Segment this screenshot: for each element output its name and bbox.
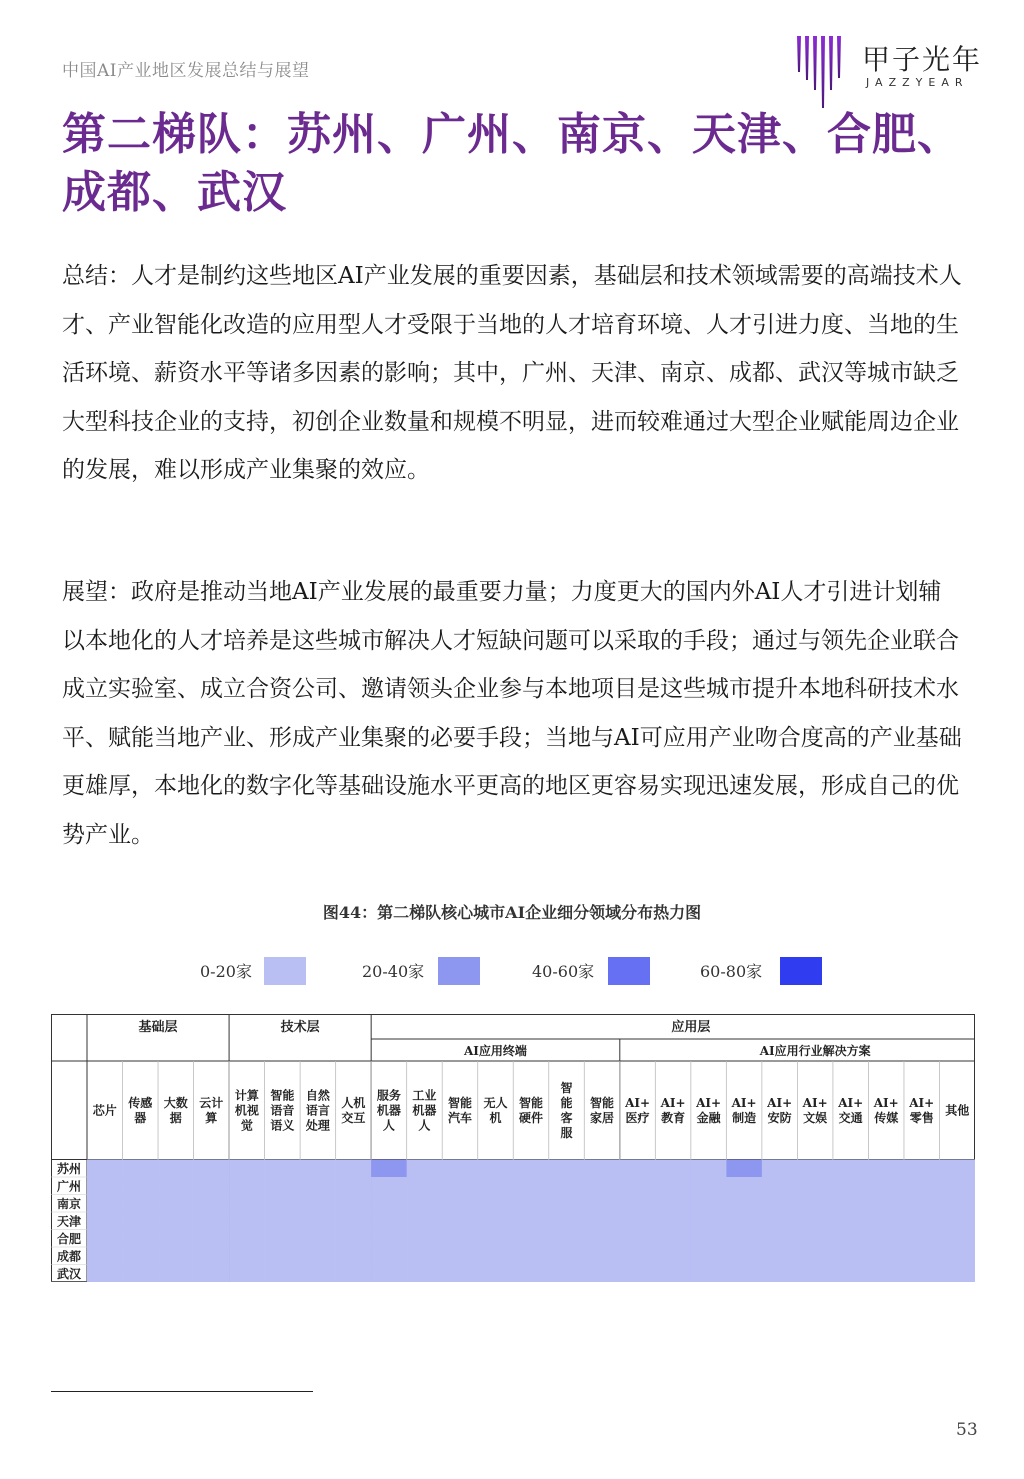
legend-label: 60-80家 — [700, 962, 763, 981]
heatmap-cell — [833, 1160, 869, 1178]
heatmap-cell — [726, 1160, 762, 1178]
column-header-label: AI+ — [873, 1095, 899, 1110]
heatmap-cell — [904, 1160, 940, 1178]
heatmap-cell — [371, 1247, 407, 1265]
heatmap-svg — [51, 1014, 975, 1282]
heatmap-cell — [868, 1230, 904, 1248]
column-header-label: 汽车 — [447, 1110, 472, 1125]
column-header-label: 其他 — [945, 1103, 970, 1118]
column-header-label: 机视 — [234, 1103, 259, 1118]
heatmap-cell — [371, 1230, 407, 1248]
heatmap-cell — [229, 1177, 265, 1195]
heatmap-cell — [655, 1212, 691, 1230]
heatmap-cell — [478, 1230, 514, 1248]
heatmap-cell — [87, 1230, 123, 1248]
heatmap-cell — [797, 1160, 833, 1178]
heatmap-cell — [478, 1212, 514, 1230]
heatmap-cell — [833, 1230, 869, 1248]
heatmap-cell — [336, 1247, 372, 1265]
logo-cn-text: 甲子光年 — [862, 43, 983, 76]
heatmap-cell — [265, 1177, 301, 1195]
column-header-label: 人 — [382, 1118, 395, 1133]
column-header-label: AI+ — [625, 1095, 651, 1110]
heatmap-cell — [584, 1195, 620, 1213]
heatmap-cell — [336, 1160, 372, 1178]
heatmap-cell — [655, 1230, 691, 1248]
heatmap-cell — [833, 1247, 869, 1265]
heatmap-cell — [691, 1160, 727, 1178]
heatmap-cell — [87, 1195, 123, 1213]
column-header-label: 机 — [489, 1110, 502, 1125]
column-header-label: 零售 — [909, 1110, 934, 1125]
heatmap-cell — [123, 1177, 159, 1195]
column-header-label: AI+ — [767, 1095, 793, 1110]
heatmap-cell — [549, 1212, 585, 1230]
heatmap-cell — [513, 1230, 549, 1248]
summary-paragraph: 总结：人才是制约这些地区AI产业发展的重要因素，基础层和技术领域需要的高端技术人才、产业智能化改造的应用型人才受限于当地的人才培育环境、人才引进力度、当地的生活环境、薪资水平等诸多因素的影响；其中，广州、天津、南京、成都、武汉等城市缺乏大型科技企业的支持，初创企业数量和规模不明显，进而较难通过大型企业赋能周边企业的发展，难以形成产业集聚的效应。 — [62, 263, 962, 483]
heatmap-cell — [691, 1265, 727, 1283]
column-header-label: 语言 — [305, 1103, 330, 1118]
heatmap-cell — [797, 1195, 833, 1213]
heatmap-cell — [158, 1195, 194, 1213]
column-header-label: AI+ — [909, 1095, 935, 1110]
heatmap-cell — [655, 1160, 691, 1178]
column-header-label: 觉 — [240, 1118, 253, 1133]
column-header-label: AI+ — [696, 1095, 722, 1110]
column-header-label: 处理 — [305, 1118, 330, 1133]
heatmap-cell — [442, 1230, 478, 1248]
heatmap-cell — [194, 1265, 230, 1283]
column-header-label: AI+ — [802, 1095, 828, 1110]
heatmap-cell — [691, 1177, 727, 1195]
column-header-label: 客 — [560, 1110, 573, 1125]
column-header-label: 语义 — [270, 1118, 295, 1133]
heatmap-cell — [549, 1247, 585, 1265]
heatmap-cell — [371, 1195, 407, 1213]
heatmap-cell — [442, 1247, 478, 1265]
heatmap-cell — [336, 1177, 372, 1195]
heatmap-cell — [797, 1230, 833, 1248]
heatmap-cell — [407, 1230, 443, 1248]
heatmap-cell — [265, 1212, 301, 1230]
heatmap-cell — [87, 1177, 123, 1195]
heatmap-cell — [123, 1212, 159, 1230]
heatmap-cell — [336, 1212, 372, 1230]
column-header-label: 无人 — [483, 1095, 508, 1110]
heatmap-cell — [762, 1195, 798, 1213]
heatmap-cell — [158, 1212, 194, 1230]
heatmap-cell — [336, 1265, 372, 1283]
page-number: 53 — [956, 1420, 978, 1440]
heatmap-cell — [762, 1212, 798, 1230]
heatmap-cell — [123, 1195, 159, 1213]
heatmap-cell — [904, 1212, 940, 1230]
heatmap-cell — [726, 1195, 762, 1213]
heatmap-cell — [726, 1247, 762, 1265]
heatmap-cell — [478, 1195, 514, 1213]
header-doc-title: 中国AI产业地区发展总结与展望 — [62, 61, 310, 81]
heatmap-cell — [655, 1177, 691, 1195]
subgroup-header: AI应用行业解决方案 — [759, 1044, 871, 1058]
heatmap-cell — [797, 1247, 833, 1265]
column-header-label: 能 — [560, 1095, 573, 1110]
heatmap-cell — [158, 1177, 194, 1195]
heatmap-cell — [194, 1230, 230, 1248]
column-header-label: 智能 — [447, 1095, 472, 1110]
heatmap-cell — [87, 1247, 123, 1265]
heatmap-cell — [442, 1160, 478, 1178]
heatmap-cell — [513, 1177, 549, 1195]
column-header-label: 语音 — [270, 1103, 295, 1118]
legend-swatch — [780, 957, 822, 985]
group-header: 应用层 — [671, 1020, 711, 1035]
heatmap-cell — [584, 1230, 620, 1248]
heatmap-cell — [194, 1195, 230, 1213]
heatmap-cell — [513, 1195, 549, 1213]
heatmap-cell — [655, 1265, 691, 1283]
column-header-label: 硬件 — [518, 1110, 544, 1125]
heatmap-cell — [691, 1230, 727, 1248]
heatmap-cell — [478, 1177, 514, 1195]
heatmap-cell — [904, 1247, 940, 1265]
heatmap-cell — [87, 1212, 123, 1230]
column-header-label: 医疗 — [625, 1110, 650, 1125]
heatmap-cell — [300, 1212, 336, 1230]
legend-swatch — [438, 957, 480, 985]
heatmap-cell — [833, 1212, 869, 1230]
heatmap-cell — [123, 1247, 159, 1265]
heatmap-cell — [939, 1265, 975, 1283]
heatmap-cell — [158, 1247, 194, 1265]
heatmap-cell — [904, 1177, 940, 1195]
heatmap-cell — [939, 1160, 975, 1178]
column-header-label: 教育 — [661, 1110, 686, 1125]
heatmap-cell — [407, 1265, 443, 1283]
heatmap-cell — [584, 1212, 620, 1230]
heatmap-cell — [868, 1265, 904, 1283]
heatmap-cell — [939, 1247, 975, 1265]
heatmap-cell — [549, 1195, 585, 1213]
heatmap-cell — [691, 1195, 727, 1213]
row-label: 合肥 — [56, 1232, 82, 1246]
heatmap-cell — [87, 1265, 123, 1283]
heatmap-cell — [407, 1247, 443, 1265]
heatmap-cell — [229, 1247, 265, 1265]
heatmap-cell — [939, 1230, 975, 1248]
heatmap-cell — [158, 1230, 194, 1248]
heatmap-cell — [797, 1177, 833, 1195]
column-header-label: 传媒 — [874, 1110, 899, 1125]
heatmap-cell — [549, 1265, 585, 1283]
heatmap-cell — [904, 1195, 940, 1213]
heatmap-cell — [407, 1212, 443, 1230]
heatmap-cell — [904, 1265, 940, 1283]
heatmap-cell — [904, 1230, 940, 1248]
heatmap-cell — [762, 1247, 798, 1265]
heatmap-cell — [762, 1230, 798, 1248]
legend-label: 0-20家 — [200, 962, 252, 981]
column-header-label: 服务 — [376, 1088, 401, 1103]
heatmap-cell — [797, 1265, 833, 1283]
heatmap-cell — [655, 1195, 691, 1213]
heatmap-cell — [691, 1212, 727, 1230]
heatmap-cell — [513, 1212, 549, 1230]
heatmap-cell — [762, 1177, 798, 1195]
heatmap-cell — [265, 1247, 301, 1265]
heatmap-cell — [620, 1160, 656, 1178]
heatmap-cell — [620, 1195, 656, 1213]
row-label: 武汉 — [56, 1267, 82, 1281]
heatmap-cell — [868, 1247, 904, 1265]
heatmap-cell — [726, 1177, 762, 1195]
heatmap-cell — [123, 1160, 159, 1178]
logo-mark-icon — [792, 32, 852, 112]
heatmap-cell — [584, 1247, 620, 1265]
heatmap-cell — [620, 1212, 656, 1230]
heatmap-cell — [584, 1265, 620, 1283]
heatmap-cell — [300, 1265, 336, 1283]
group-header: 基础层 — [138, 1020, 178, 1035]
column-header-label: 机器 — [376, 1103, 401, 1118]
heatmap-cell — [158, 1160, 194, 1178]
heatmap-cell — [123, 1230, 159, 1248]
heatmap-cell — [265, 1265, 301, 1283]
heatmap-cell — [549, 1160, 585, 1178]
heatmap-cell — [194, 1247, 230, 1265]
heatmap-cell — [371, 1177, 407, 1195]
heatmap-cell — [442, 1195, 478, 1213]
column-header-label: 文娱 — [803, 1110, 828, 1125]
column-header-label: 制造 — [732, 1110, 757, 1125]
heatmap-cell — [513, 1247, 549, 1265]
column-header-label: 智能 — [590, 1095, 615, 1110]
column-header-label: 计算 — [234, 1088, 259, 1103]
section-title: 第二梯队：苏州、广州、南京、天津、合肥、成都、武汉 — [62, 109, 962, 218]
heatmap-cell — [762, 1160, 798, 1178]
column-header-label: 交互 — [341, 1110, 366, 1125]
column-header-label: 智能 — [270, 1088, 295, 1103]
legend-swatch — [608, 957, 650, 985]
column-header-label: 自然 — [305, 1088, 330, 1103]
heatmap-cell — [158, 1265, 194, 1283]
footnote-divider — [51, 1391, 313, 1392]
heatmap-cell — [513, 1160, 549, 1178]
heatmap-cell — [833, 1177, 869, 1195]
heatmap-cell — [407, 1177, 443, 1195]
column-header-label: 金融 — [696, 1110, 721, 1125]
heatmap-cell — [478, 1265, 514, 1283]
column-header-label: 算 — [205, 1110, 218, 1125]
heatmap-cell — [620, 1230, 656, 1248]
heatmap-cell — [939, 1212, 975, 1230]
column-header-label: 工业 — [412, 1088, 437, 1103]
heatmap-cell — [123, 1265, 159, 1283]
column-header-label: 智能 — [518, 1095, 544, 1110]
row-label: 天津 — [56, 1214, 82, 1229]
heatmap-cell — [229, 1265, 265, 1283]
heatmap-cell — [300, 1177, 336, 1195]
heatmap-cell — [620, 1177, 656, 1195]
row-label: 成都 — [56, 1249, 82, 1264]
heatmap-cell — [300, 1160, 336, 1178]
heatmap-cell — [868, 1212, 904, 1230]
heatmap-cell — [655, 1247, 691, 1265]
legend-label: 40-60家 — [532, 962, 595, 981]
heatmap-legend — [200, 955, 840, 989]
column-header-label: AI+ — [838, 1095, 864, 1110]
heatmap-cell — [407, 1195, 443, 1213]
group-header: 技术层 — [280, 1020, 320, 1035]
column-header-label: 大数 — [163, 1095, 188, 1110]
heatmap-cell — [194, 1177, 230, 1195]
heatmap-cell — [868, 1177, 904, 1195]
column-header-label: 人 — [418, 1118, 431, 1133]
outlook-paragraph: 展望：政府是推动当地AI产业发展的最重要力量；力度更大的国内外AI人才引进计划辅以本地化的人才培养是这些城市解决人才短缺问题可以采取的手段；通过与领先企业联合成立实验室、成立合资公司、邀请领头企业参与本地项目是这些城市提升本地科研技术水平、赋能当地产业、形成产业集聚的必要手段；当地与AI可应用产业吻合度高的产业基础更雄厚，本地化的数字化等基础设施水平更高的地区更容易实现迅速发展，形成自己的优势产业。 — [62, 579, 962, 848]
heatmap-cell — [939, 1195, 975, 1213]
heatmap-cell — [300, 1230, 336, 1248]
heatmap-cell — [762, 1265, 798, 1283]
heatmap-cell — [549, 1230, 585, 1248]
row-label: 苏州 — [56, 1162, 82, 1176]
heatmap-cell — [620, 1265, 656, 1283]
column-header-label: AI+ — [731, 1095, 757, 1110]
heatmap-cell — [584, 1160, 620, 1178]
heatmap-cell — [833, 1195, 869, 1213]
heatmap-cell — [726, 1265, 762, 1283]
heatmap-cell — [371, 1160, 407, 1178]
heatmap-cell — [229, 1230, 265, 1248]
row-label: 南京 — [56, 1197, 82, 1211]
heatmap-cell — [442, 1177, 478, 1195]
legend-swatch — [264, 957, 306, 985]
heatmap-cell — [336, 1230, 372, 1248]
heatmap-cell — [265, 1160, 301, 1178]
heatmap-cell — [620, 1247, 656, 1265]
heatmap-cell — [442, 1265, 478, 1283]
column-header-label: 安防 — [767, 1110, 792, 1125]
heatmap-cell — [797, 1212, 833, 1230]
logo-en-text: JAZZYEAR — [866, 76, 969, 89]
heatmap-cell — [371, 1265, 407, 1283]
heatmap-cell — [868, 1195, 904, 1213]
heatmap-cell — [726, 1212, 762, 1230]
heatmap-cell — [584, 1177, 620, 1195]
heatmap-cell — [265, 1195, 301, 1213]
heatmap-cell — [194, 1160, 230, 1178]
heatmap-chart — [51, 1014, 975, 1282]
heatmap-cell — [87, 1160, 123, 1178]
column-header-label: 传感 — [128, 1095, 153, 1110]
heatmap-cell — [229, 1160, 265, 1178]
heatmap-cell — [194, 1212, 230, 1230]
column-header-label: 器 — [134, 1110, 147, 1125]
heatmap-cell — [229, 1195, 265, 1213]
heatmap-cell — [513, 1265, 549, 1283]
heatmap-cell — [939, 1177, 975, 1195]
subgroup-header: AI应用终端 — [464, 1044, 527, 1058]
column-header-label: 交通 — [838, 1110, 863, 1125]
heatmap-cell — [478, 1160, 514, 1178]
column-header-label: 据 — [169, 1110, 182, 1125]
heatmap-cell — [549, 1177, 585, 1195]
heatmap-cell — [868, 1160, 904, 1178]
heatmap-cell — [300, 1247, 336, 1265]
heatmap-cell — [371, 1212, 407, 1230]
column-header-label: 家居 — [590, 1110, 615, 1125]
heatmap-cell — [300, 1195, 336, 1213]
heatmap-cell — [265, 1230, 301, 1248]
heatmap-cell — [691, 1247, 727, 1265]
column-header-label: 人机 — [341, 1095, 366, 1110]
row-label: 广州 — [56, 1179, 82, 1194]
heatmap-cell — [726, 1230, 762, 1248]
heatmap-cell — [478, 1247, 514, 1265]
column-header-label: 云计 — [199, 1095, 224, 1110]
heatmap-cell — [442, 1212, 478, 1230]
heatmap-cell — [833, 1265, 869, 1283]
column-header-label: 智 — [560, 1080, 573, 1095]
column-header-label: AI+ — [660, 1095, 686, 1110]
heatmap-cell — [407, 1160, 443, 1178]
column-header-label: 芯片 — [92, 1103, 117, 1118]
heatmap-cell — [336, 1195, 372, 1213]
column-header-label: 机器 — [412, 1103, 437, 1118]
figure-title: 图44：第二梯队核心城市AI企业细分领域分布热力图 — [322, 903, 702, 922]
legend-label: 20-40家 — [362, 962, 425, 981]
column-header-label: 服 — [560, 1125, 573, 1140]
logo — [792, 32, 992, 112]
heatmap-cell — [229, 1212, 265, 1230]
